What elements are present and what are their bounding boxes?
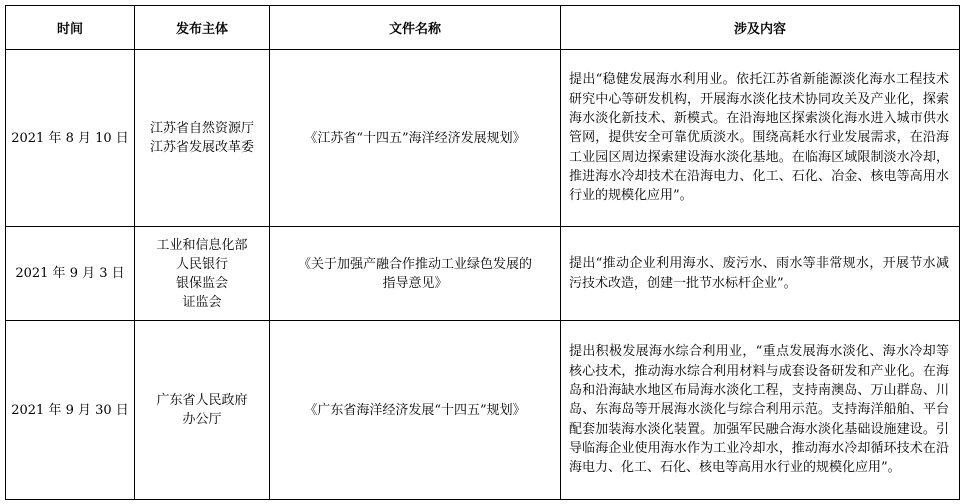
publisher-cell — [135, 321, 270, 500]
publisher-line: 江苏省自然资源厅 — [149, 121, 254, 136]
publisher-line: 银保监会 — [175, 275, 228, 291]
publisher-cell — [135, 50, 270, 227]
date-cell: 2021 年 8 月 10 日 — [6, 50, 135, 227]
document-cell — [270, 227, 561, 321]
publisher-line: 办公厅 — [182, 412, 222, 427]
header-publisher: 发布主体 — [135, 6, 270, 50]
publisher-line: 人民银行 — [175, 256, 228, 272]
publisher-line: 广东省人民政府 — [156, 393, 248, 408]
date-cell: 2021 年 9 月 3 日 — [6, 227, 135, 321]
table-row — [6, 321, 960, 500]
content-cell: 提出“稳健发展海水利用业。依托江苏省新能源淡化海水工程技术研究中心等研发机构，开展海水淡化技术协同攻关及产业化，探索海水淡化新技术、新模式。在沿海地区探索淡化海水进入城市供水管网，提供安全可靠优质淡水。围绕高耗水行业发展需求，在沿海工业园区周边探索建设海水淡化基地。在临海区域限制淡水冷却，推进海水冷却技术在沿海电力、化工、石化、冶金、核电等高用水行业的规模化应用”。 — [561, 50, 960, 227]
date-cell: 2021 年 9 月 30 日 — [6, 321, 135, 500]
content-cell: 提出“推动企业利用海水、废污水、雨水等非常规水，开展节水减污技术改造，创建一批节水标杆企业”。 — [561, 227, 960, 321]
header-document: 文件名称 — [270, 6, 561, 50]
publisher-line: 证监会 — [182, 294, 222, 310]
header-content: 涉及内容 — [561, 6, 960, 50]
table-row — [6, 50, 960, 227]
publisher-cell — [135, 227, 270, 321]
publisher-line: 江苏省发展改革委 — [149, 140, 254, 155]
document-cell: 《江苏省“十四五”海洋经济发展规划》 — [270, 50, 561, 227]
content-cell: 提出积极发展海水综合利用业，“重点发展海水淡化、海水冷却等核心技术，推动海水综合利用材料与成套设备研发和产业化。在海岛和沿海缺水地区布局海水淡化工程，支持南澳岛、万山群岛、川岛、东海岛等开展海水淡化与综合利用示范。支持海洋船舶、平台配套加装海水淡化装置。加强军民融合海水淡化基础设施建设。引导临海企业使用海水作为工业冷却水，推动海水冷却循环技术在沿海电力、化工、石化、核电等高用水行业的规模化应用”。 — [561, 321, 960, 500]
table-row — [6, 227, 960, 321]
document-line: 指导意见》 — [382, 275, 448, 291]
document-cell: 《广东省海洋经济发展“十四五”规划》 — [270, 321, 561, 500]
policy-table — [5, 5, 960, 500]
header-date: 时间 — [6, 6, 135, 50]
document-line: 《关于加强产融合作推动工业绿色发展的 — [297, 256, 532, 272]
header-row — [6, 6, 960, 50]
publisher-line: 工业和信息化部 — [156, 237, 248, 253]
